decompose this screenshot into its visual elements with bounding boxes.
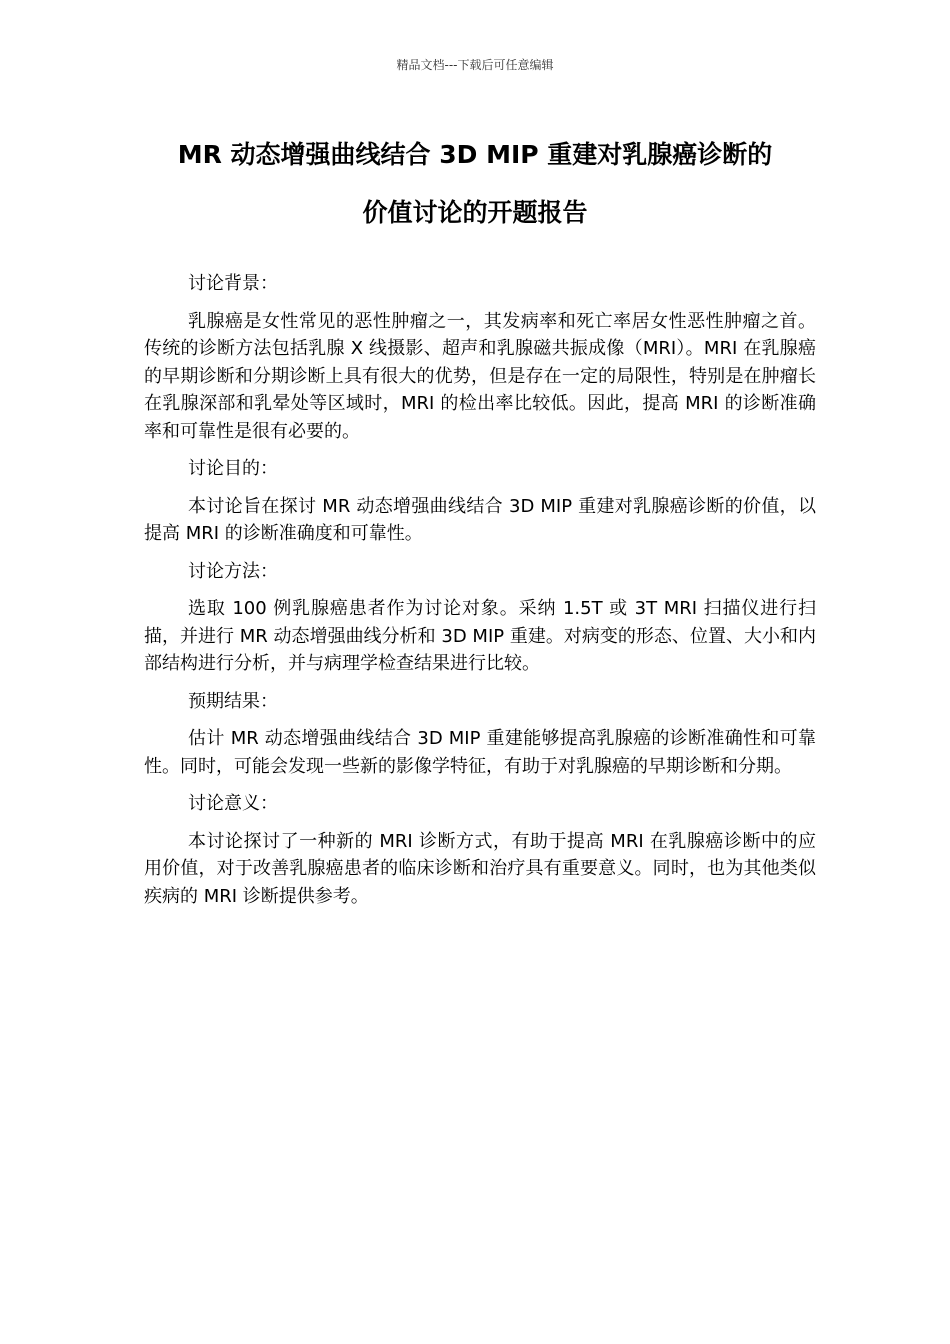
section-heading: 讨论目的： <box>188 458 278 479</box>
section-paragraph: 本讨论探讨了一种新的 MRI 诊断方式，有助于提高 MRI 在乳腺癌诊断中的应用价值，对于改善乳腺癌患者的临床诊断和治疗具有重要意义。同时，也为其他类似疾病的 MRI 诊断提供参考。 <box>144 830 816 907</box>
section-paragraph: 估计 MR 动态增强曲线结合 3D MIP 重建能够提高乳腺癌的诊断准确性和可靠性。同时，可能会发现一些新的影像学特征，有助于对乳腺癌的早期诊断和分期。 <box>144 728 816 777</box>
section-paragraph: 本讨论旨在探讨 MR 动态增强曲线结合 3D MIP 重建对乳腺癌诊断的价值，以提高 MRI 的诊断准确度和可靠性。 <box>144 495 816 544</box>
section-heading: 讨论意义： <box>188 793 278 814</box>
section-paragraph: 选取 100 例乳腺癌患者作为讨论对象。采纳 1.5T 或 3T MRI 扫描仪进行扫描，并进行 MR 动态增强曲线分析和 3D MIP 重建。对病变的形态、位置、大小和内部结构进行分析，并与病理学检查结果进行比较。 <box>144 598 816 674</box>
section-paragraph: 乳腺癌是女性常见的恶性肿瘤之一，其发病率和死亡率居女性恶性肿瘤之首。传统的诊断方法包括乳腺 X 线摄影、超声和乳腺磁共振成像（MRI）。MRI 在乳腺癌的早期诊断和分期诊断上具有很大的优势，但是存在一定的局限性，特别是在肿瘤长在乳腺深部和乳晕处等区域时，MRI 的检出率比较低。因此，提高 MRI 的诊断准确率和可靠性是很有必要的。 <box>144 310 816 442</box>
section-heading: 讨论方法： <box>188 560 278 582</box>
section-background <box>144 270 816 445</box>
document-body <box>144 270 816 920</box>
section-expected-results <box>144 688 816 781</box>
section-heading: 预期结果： <box>188 690 278 712</box>
header-note: 精品文档---下载后可任意编辑 <box>396 58 554 72</box>
document-title-line-1: MR 动态增强曲线结合 3D MIP 重建对乳腺癌诊断的 <box>177 140 773 169</box>
document-title-line-2: 价值讨论的开题报告 <box>362 198 588 227</box>
section-purpose <box>144 455 816 548</box>
section-heading: 讨论背景： <box>188 273 278 294</box>
section-method <box>144 558 816 678</box>
section-significance <box>144 790 816 910</box>
